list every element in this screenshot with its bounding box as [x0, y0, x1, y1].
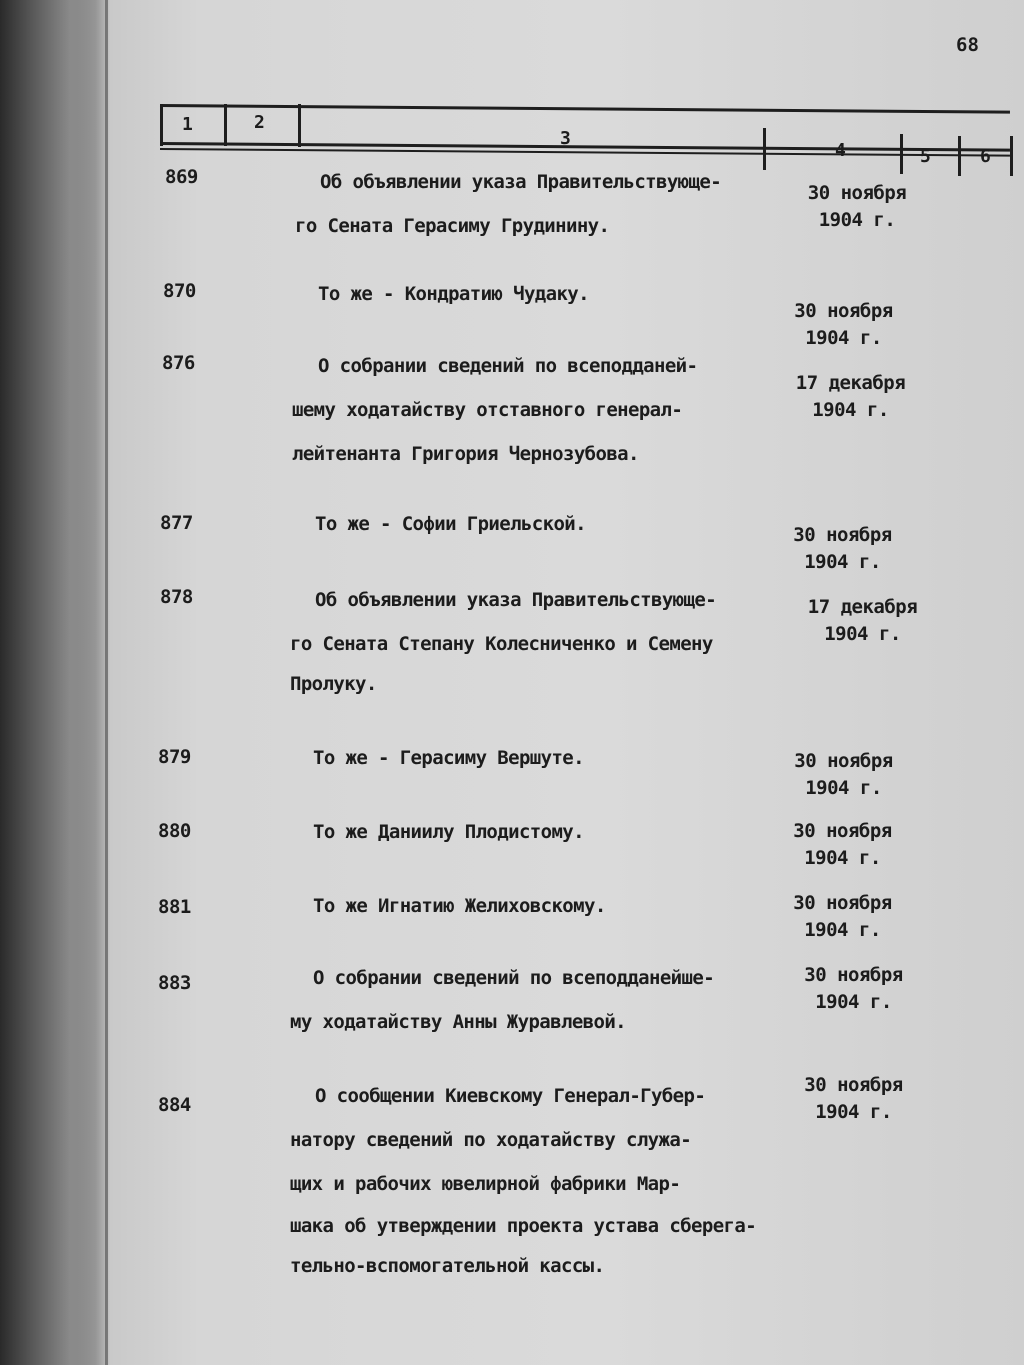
- entry-line: шака об утверждении проекта устава сберега-: [290, 1215, 757, 1237]
- entry-date: [800, 594, 925, 648]
- entry-number: 880: [158, 820, 191, 842]
- entry-date-year: 1904 г.: [804, 919, 881, 941]
- entry-number: 877: [160, 512, 193, 534]
- entry-line: го Сената Герасиму Грудинину.: [295, 215, 610, 237]
- header-divider-5: [958, 136, 961, 176]
- entry-date-day: 30 ноября: [804, 1074, 903, 1096]
- header-divider-0: [160, 104, 163, 146]
- entry-date-day: 30 ноября: [807, 182, 907, 204]
- entry-line: То же - Софии Гриельской.: [315, 513, 586, 535]
- header-col-6: 6: [980, 146, 991, 167]
- entry-date-day: 30 ноября: [793, 524, 892, 546]
- entry-number: 883: [158, 972, 191, 994]
- header-col-2: 2: [254, 112, 265, 133]
- book-gutter-shadow: [0, 0, 110, 1365]
- entry-date: [788, 370, 913, 424]
- entry-date: [785, 890, 900, 944]
- entry-date-year: 1904 г.: [812, 399, 889, 421]
- entry-number: 881: [158, 896, 191, 918]
- header-top-rule: [160, 104, 1010, 114]
- entry-date-day: 30 ноября: [793, 892, 892, 914]
- entry-number: 884: [158, 1094, 191, 1116]
- entry-date-year: 1904 г.: [805, 777, 882, 799]
- entry-date-day: 30 ноября: [804, 964, 903, 986]
- header-divider-1: [224, 104, 227, 146]
- entry-date: [785, 818, 900, 872]
- entry-date: [796, 962, 911, 1016]
- entry-line: Об объявлении указа Правительствующе-: [320, 171, 722, 193]
- entry-date-day: 30 ноября: [794, 300, 893, 322]
- entry-date-day: 30 ноября: [793, 820, 892, 842]
- entry-date-day: 17 декабря: [807, 596, 918, 618]
- entry-date-year: 1904 г.: [815, 991, 892, 1013]
- entry-line: Об объявлении указа Правительствующе-: [315, 589, 717, 611]
- entry-line: шему ходатайству отставного генерал-: [292, 399, 683, 421]
- entry-date: [786, 748, 901, 802]
- page-edge: [105, 0, 108, 1365]
- entry-number: 878: [160, 586, 193, 608]
- entry-line: То же - Герасиму Вершуте.: [313, 747, 584, 769]
- entry-date-year: 1904 г.: [804, 551, 881, 573]
- entry-line: натору сведений по ходатайству служа-: [290, 1129, 692, 1151]
- entry-date-year: 1904 г.: [805, 327, 882, 349]
- entry-line: щих и рабочих ювелирной фабрики Мар-: [290, 1173, 681, 1195]
- entry-line: О собрании сведений по всеподданей-: [318, 355, 698, 377]
- page-number: 68: [956, 34, 979, 56]
- entry-date-year: 1904 г.: [815, 1101, 892, 1123]
- entry-line: О собрании сведений по всеподданейше-: [313, 967, 715, 989]
- entry-date: [796, 1072, 911, 1126]
- entry-date: [786, 298, 901, 352]
- header-col-5: 5: [920, 146, 931, 167]
- entry-date-day: 30 ноября: [794, 750, 893, 772]
- entry-line: тельно-вспомогательной кассы.: [290, 1255, 605, 1277]
- entry-date-day: 17 декабря: [795, 372, 906, 394]
- entry-date: [785, 522, 900, 576]
- header-divider-6: [1010, 136, 1013, 176]
- entry-date-year: 1904 г.: [804, 847, 881, 869]
- entry-line: лейтенанта Григория Чернозубова.: [292, 443, 639, 465]
- entry-line: Пролуку.: [290, 673, 377, 695]
- header-divider-2: [298, 104, 301, 147]
- entry-line: То же - Кондратию Чудаку.: [318, 283, 589, 305]
- entry-number: 879: [158, 746, 191, 768]
- table-header: [160, 104, 1015, 166]
- entry-line: О сообщении Киевскому Генерал-Губер-: [315, 1085, 706, 1107]
- entry-date: [802, 180, 912, 234]
- header-divider-3: [763, 128, 766, 170]
- entry-number: 870: [163, 280, 196, 302]
- entry-line: го Сената Степану Колесниченко и Семену: [290, 633, 713, 655]
- entry-number: 869: [165, 166, 198, 188]
- header-col-4: 4: [835, 140, 846, 161]
- header-col-3: 3: [560, 128, 571, 149]
- entry-line: му ходатайству Анны Журавлевой.: [290, 1011, 627, 1033]
- entry-line: То же Даниилу Плодистому.: [313, 821, 584, 843]
- entry-number: 876: [162, 352, 195, 374]
- header-col-1: 1: [182, 114, 193, 135]
- entry-line: То же Игнатию Желиховскому.: [313, 895, 606, 917]
- entry-date-year: 1904 г.: [824, 623, 901, 645]
- header-divider-4: [900, 134, 903, 174]
- entry-date-year: 1904 г.: [818, 209, 896, 231]
